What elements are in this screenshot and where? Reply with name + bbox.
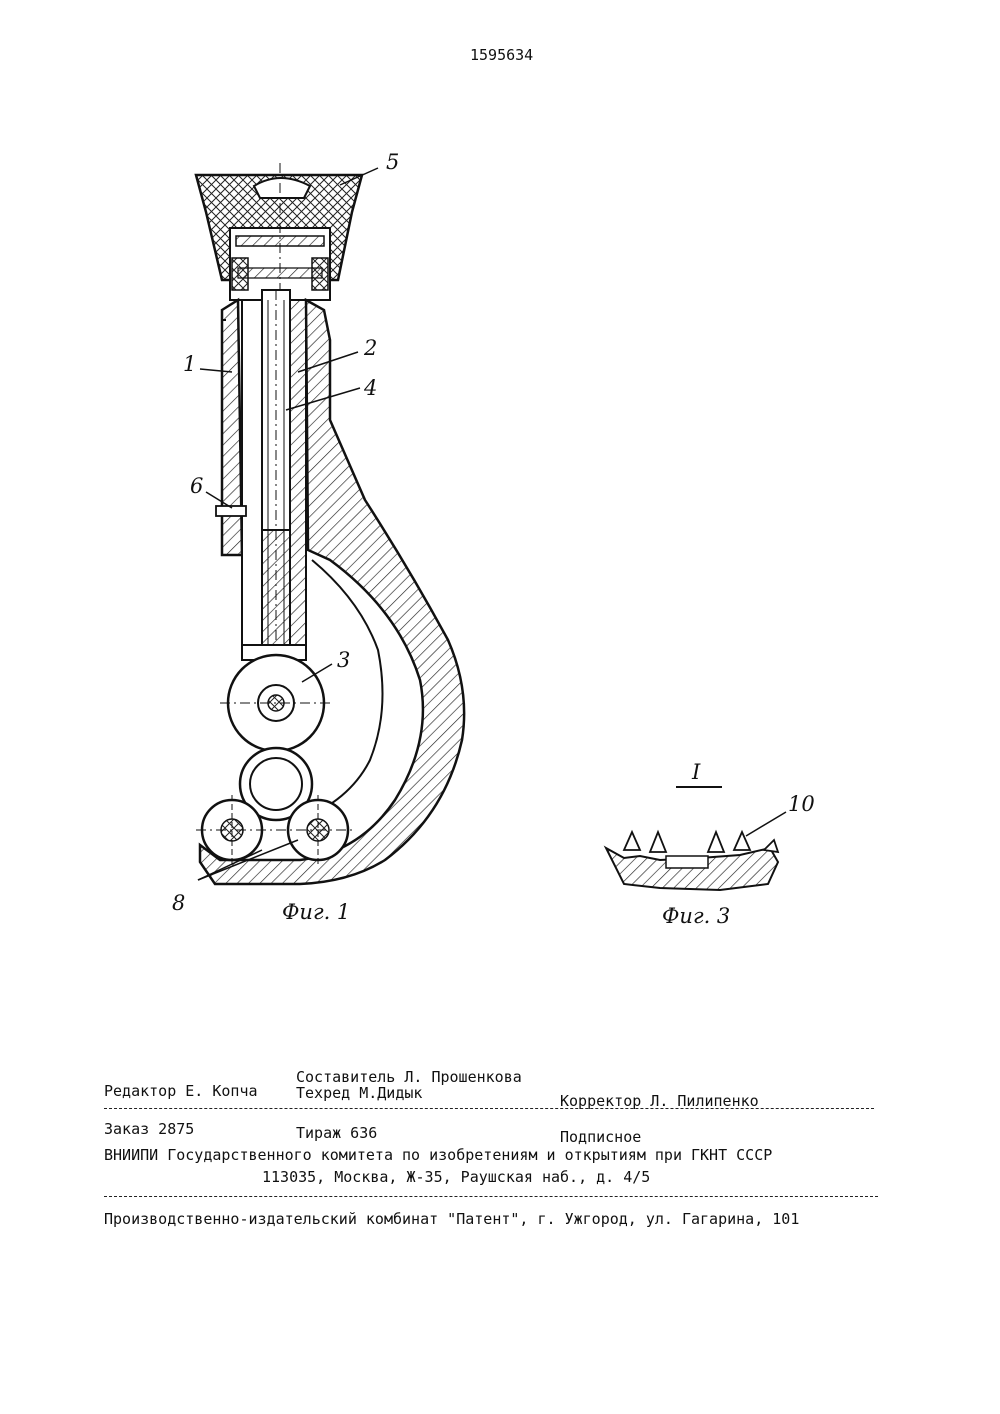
label-2: 2 bbox=[364, 336, 378, 360]
figure-3-caption: Фиг. 3 bbox=[662, 904, 731, 928]
imprint-address: 113035, Москва, Ж-35, Раушская наб., д. 4/5 bbox=[262, 1168, 651, 1186]
patent-number: 1595634 bbox=[470, 46, 534, 64]
imprint-corrector: Корректор Л. Пилипенко bbox=[560, 1092, 759, 1110]
label-3: 3 bbox=[337, 648, 351, 672]
label-10: 10 bbox=[788, 792, 815, 816]
imprint-divider-2 bbox=[104, 1196, 878, 1197]
label-5: 5 bbox=[386, 150, 400, 174]
imprint-techred: Техред М.Дидык bbox=[296, 1084, 423, 1102]
figure-1-caption: Фиг. 1 bbox=[282, 900, 351, 924]
label-4: 4 bbox=[364, 376, 378, 400]
label-1: 1 bbox=[183, 352, 197, 376]
detail-label: I bbox=[692, 760, 701, 784]
knob bbox=[196, 163, 362, 300]
roller-cutter bbox=[220, 645, 332, 751]
body-housing bbox=[200, 300, 464, 884]
figure-3-drawing bbox=[606, 787, 786, 890]
imprint-publisher: Производственно-издательский комбинат "Патент", г. Ужгород, ул. Гагарина, 101 bbox=[104, 1210, 800, 1228]
imprint-subscription: Подписное bbox=[560, 1128, 642, 1146]
label-6: 6 bbox=[190, 474, 204, 498]
imprint-compiler: Составитель Л. Прошенкова bbox=[296, 1068, 522, 1086]
imprint-order: Заказ 2875 bbox=[104, 1120, 195, 1138]
rod-and-sleeve bbox=[242, 290, 306, 700]
imprint-circulation: Тираж 636 bbox=[296, 1124, 378, 1142]
imprint-editor: Редактор Е. Копча bbox=[104, 1082, 258, 1100]
label-8: 8 bbox=[172, 891, 186, 915]
imprint-divider-1 bbox=[104, 1108, 874, 1109]
imprint-institute: ВНИИПИ Государственного комитета по изобретениям и открытиям при ГКНТ СССР bbox=[104, 1146, 773, 1164]
